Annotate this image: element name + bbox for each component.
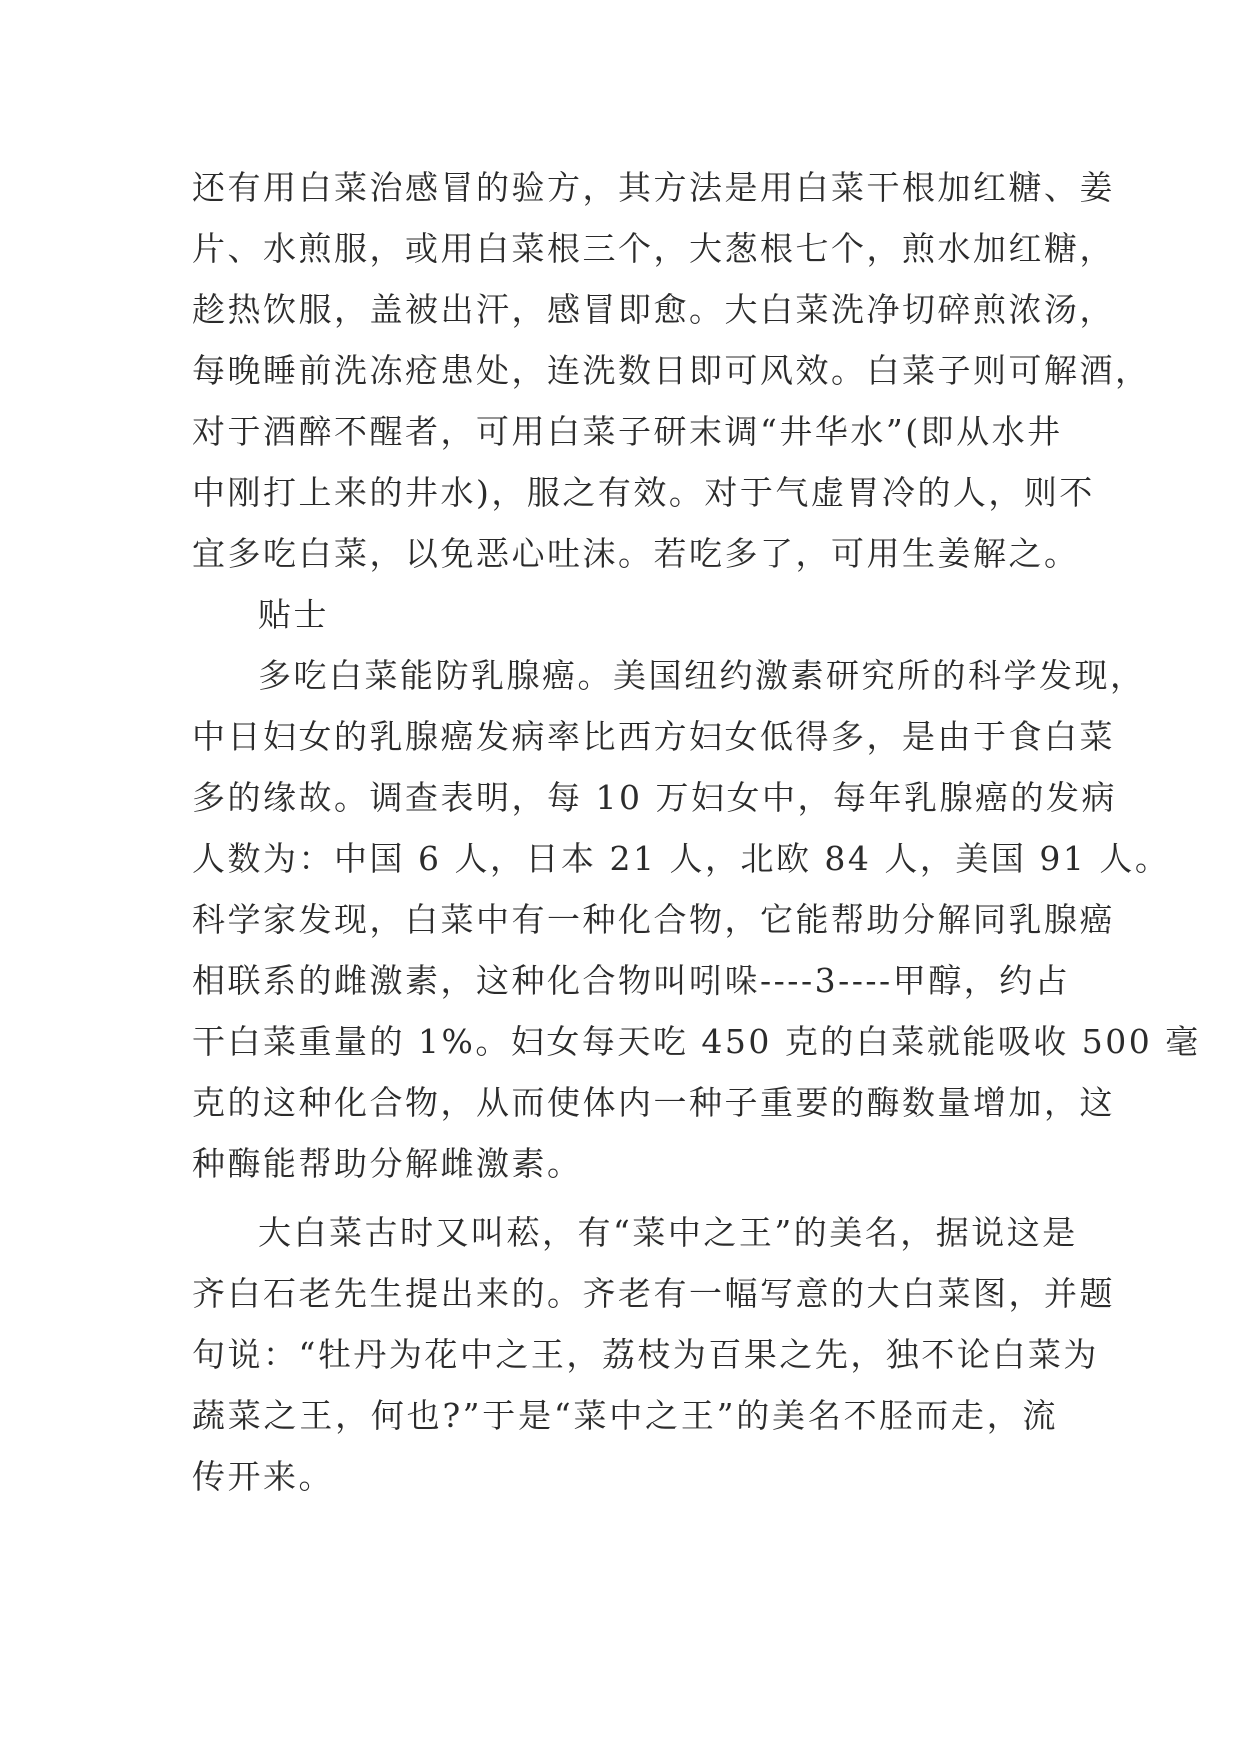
text-line: 还有用白菜治感冒的验方，其方法是用白菜干根加红糖、姜 xyxy=(192,168,1115,207)
paragraph-breast-cancer xyxy=(192,645,1201,1194)
text-line: 传开来。 xyxy=(192,1457,334,1496)
text-line: 中日妇女的乳腺癌发病率比西方妇女低得多，是由于食白菜 xyxy=(192,717,1115,756)
text-line: 多的缘故。调查表明，每 10 万妇女中，每年乳腺癌的发病 xyxy=(192,778,1117,817)
section-heading: 贴士 xyxy=(258,595,329,634)
text-line: 中刚打上来的井水)，服之有效。对于气虚胃冷的人，则不 xyxy=(192,473,1095,512)
text-line: 句说：“牡丹为花中之王，荔枝为百果之先，独不论白菜为 xyxy=(192,1335,1099,1374)
text-line: 多吃白菜能防乳腺癌。美国纽约激素研究所的科学发现， xyxy=(258,656,1146,695)
paragraph-king-of-vegetables xyxy=(192,1202,1115,1507)
text-line: 片、水煎服，或用白菜根三个，大葱根七个，煎水加红糖， xyxy=(192,229,1115,268)
text-line: 齐白石老先生提出来的。齐老有一幅写意的大白菜图，并题 xyxy=(192,1274,1115,1313)
text-line: 趁热饮服，盖被出汗，感冒即愈。大白菜洗净切碎煎浓汤， xyxy=(192,290,1115,329)
document-body xyxy=(192,157,1201,1507)
paragraph-spacer xyxy=(192,1194,1058,1202)
text-line: 种酶能帮助分解雌激素。 xyxy=(192,1144,583,1183)
text-line: 对于酒醉不醒者，可用白菜子研末调“井华水”(即从水井 xyxy=(192,412,1063,451)
text-line: 宜多吃白菜，以免恶心吐沫。若吃多了，可用生姜解之。 xyxy=(192,534,1080,573)
paragraph-tips-heading xyxy=(192,584,1058,645)
text-line: 每晚睡前洗冻疮患处，连洗数日即可风效。白菜子则可解酒， xyxy=(192,351,1151,390)
text-line: 大白菜古时又叫菘，有“菜中之王”的美名，据说这是 xyxy=(258,1213,1078,1252)
text-line: 相联系的雌激素，这种化合物叫吲哚----3----甲醇，约占 xyxy=(192,961,1071,1000)
text-line: 蔬菜之王，何也?”于是“菜中之王”的美名不胫而走，流 xyxy=(192,1396,1058,1435)
paragraph-cold-remedy xyxy=(192,157,1151,584)
text-line: 克的这种化合物，从而使体内一种子重要的酶数量增加，这 xyxy=(192,1083,1115,1122)
text-line: 人数为：中国 6 人，日本 21 人，北欧 84 人，美国 91 人。 xyxy=(192,839,1171,878)
text-line: 科学家发现，白菜中有一种化合物，它能帮助分解同乳腺癌 xyxy=(192,900,1115,939)
text-line: 干白菜重量的 1%。妇女每天吃 450 克的白菜就能吸收 500 毫 xyxy=(192,1022,1201,1061)
